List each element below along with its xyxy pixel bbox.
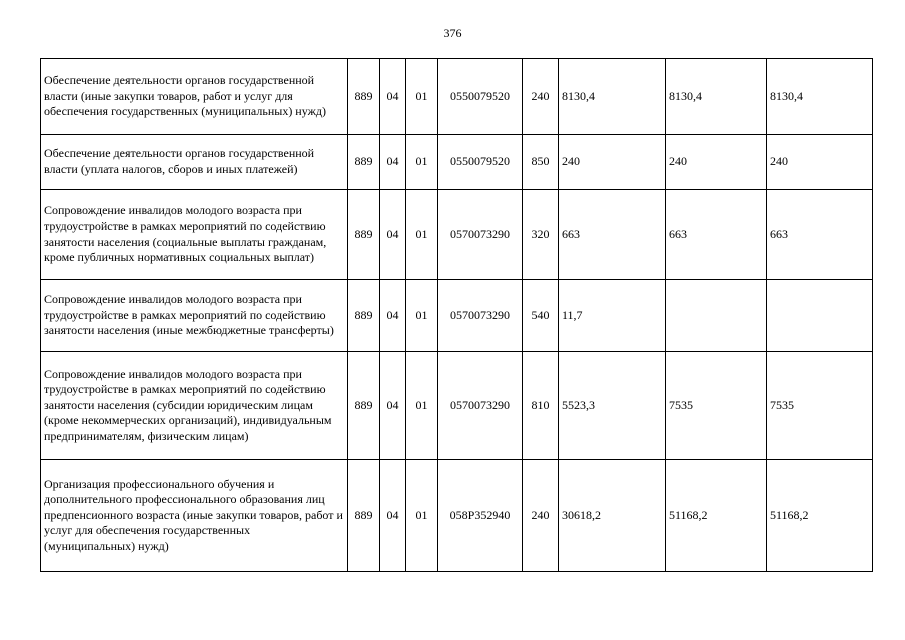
table-row	[41, 280, 873, 352]
subsection-code: 01	[406, 280, 438, 352]
section-code: 04	[380, 135, 406, 190]
amount-2: 8130,4	[666, 59, 767, 135]
row-description: Обеспечение деятельности органов государственной власти (уплата налогов, сборов и иных платежей)	[41, 135, 348, 190]
row-description: Организация профессионального обучения и дополнительного профессионального образования лиц предпенсионного возраста (иные закупки товаров, работ и услуг для обеспечения государственных (муниципальных) нужд)	[41, 460, 348, 572]
row-description: Обеспечение деятельности органов государственной власти (иные закупки товаров, работ и услуг для обеспечения государственных (муниципальных) нужд)	[41, 59, 348, 135]
amount-3: 663	[767, 190, 873, 280]
target-article-code: 0550079520	[438, 59, 523, 135]
amount-1: 8130,4	[559, 59, 666, 135]
section-code: 04	[380, 352, 406, 460]
table-row	[41, 59, 873, 135]
expense-type-code: 320	[523, 190, 559, 280]
subsection-code: 01	[406, 59, 438, 135]
target-article-code: 058P352940	[438, 460, 523, 572]
section-code: 04	[380, 280, 406, 352]
table-row	[41, 460, 873, 572]
subsection-code: 01	[406, 460, 438, 572]
amount-2: 663	[666, 190, 767, 280]
target-article-code: 0570073290	[438, 280, 523, 352]
section-code: 04	[380, 190, 406, 280]
row-description: Сопровождение инвалидов молодого возраста при трудоустройстве в рамках мероприятий по содействию занятости населения (социальные выплаты гражданам, кроме публичных нормативных социальных выплат)	[41, 190, 348, 280]
ministry-code: 889	[348, 190, 380, 280]
ministry-code: 889	[348, 135, 380, 190]
section-code: 04	[380, 59, 406, 135]
amount-1: 30618,2	[559, 460, 666, 572]
amount-2: 240	[666, 135, 767, 190]
subsection-code: 01	[406, 352, 438, 460]
target-article-code: 0550079520	[438, 135, 523, 190]
amount-2: 51168,2	[666, 460, 767, 572]
amount-1: 11,7	[559, 280, 666, 352]
table-row	[41, 352, 873, 460]
section-code: 04	[380, 460, 406, 572]
subsection-code: 01	[406, 190, 438, 280]
subsection-code: 01	[406, 135, 438, 190]
row-description: Сопровождение инвалидов молодого возраста при трудоустройстве в рамках мероприятий по содействию занятости населения (иные межбюджетные трансферты)	[41, 280, 348, 352]
expense-type-code: 240	[523, 59, 559, 135]
amount-3: 8130,4	[767, 59, 873, 135]
expense-type-code: 540	[523, 280, 559, 352]
ministry-code: 889	[348, 352, 380, 460]
amount-3	[767, 280, 873, 352]
page-number: 376	[443, 26, 462, 40]
ministry-code: 889	[348, 460, 380, 572]
amount-1: 240	[559, 135, 666, 190]
amount-2: 7535	[666, 352, 767, 460]
amount-3: 51168,2	[767, 460, 873, 572]
amount-1: 5523,3	[559, 352, 666, 460]
target-article-code: 0570073290	[438, 352, 523, 460]
amount-3: 7535	[767, 352, 873, 460]
row-description: Сопровождение инвалидов молодого возраста при трудоустройстве в рамках мероприятий по содействию занятости населения (субсидии юридическим лицам (кроме некоммерческих организаций), индивидуальным предпринимателям, физическим лицам)	[41, 352, 348, 460]
amount-3: 240	[767, 135, 873, 190]
table-row	[41, 190, 873, 280]
budget-table	[40, 58, 873, 572]
expense-type-code: 240	[523, 460, 559, 572]
table-row	[41, 135, 873, 190]
expense-type-code: 850	[523, 135, 559, 190]
target-article-code: 0570073290	[438, 190, 523, 280]
amount-2	[666, 280, 767, 352]
ministry-code: 889	[348, 280, 380, 352]
ministry-code: 889	[348, 59, 380, 135]
amount-1: 663	[559, 190, 666, 280]
expense-type-code: 810	[523, 352, 559, 460]
